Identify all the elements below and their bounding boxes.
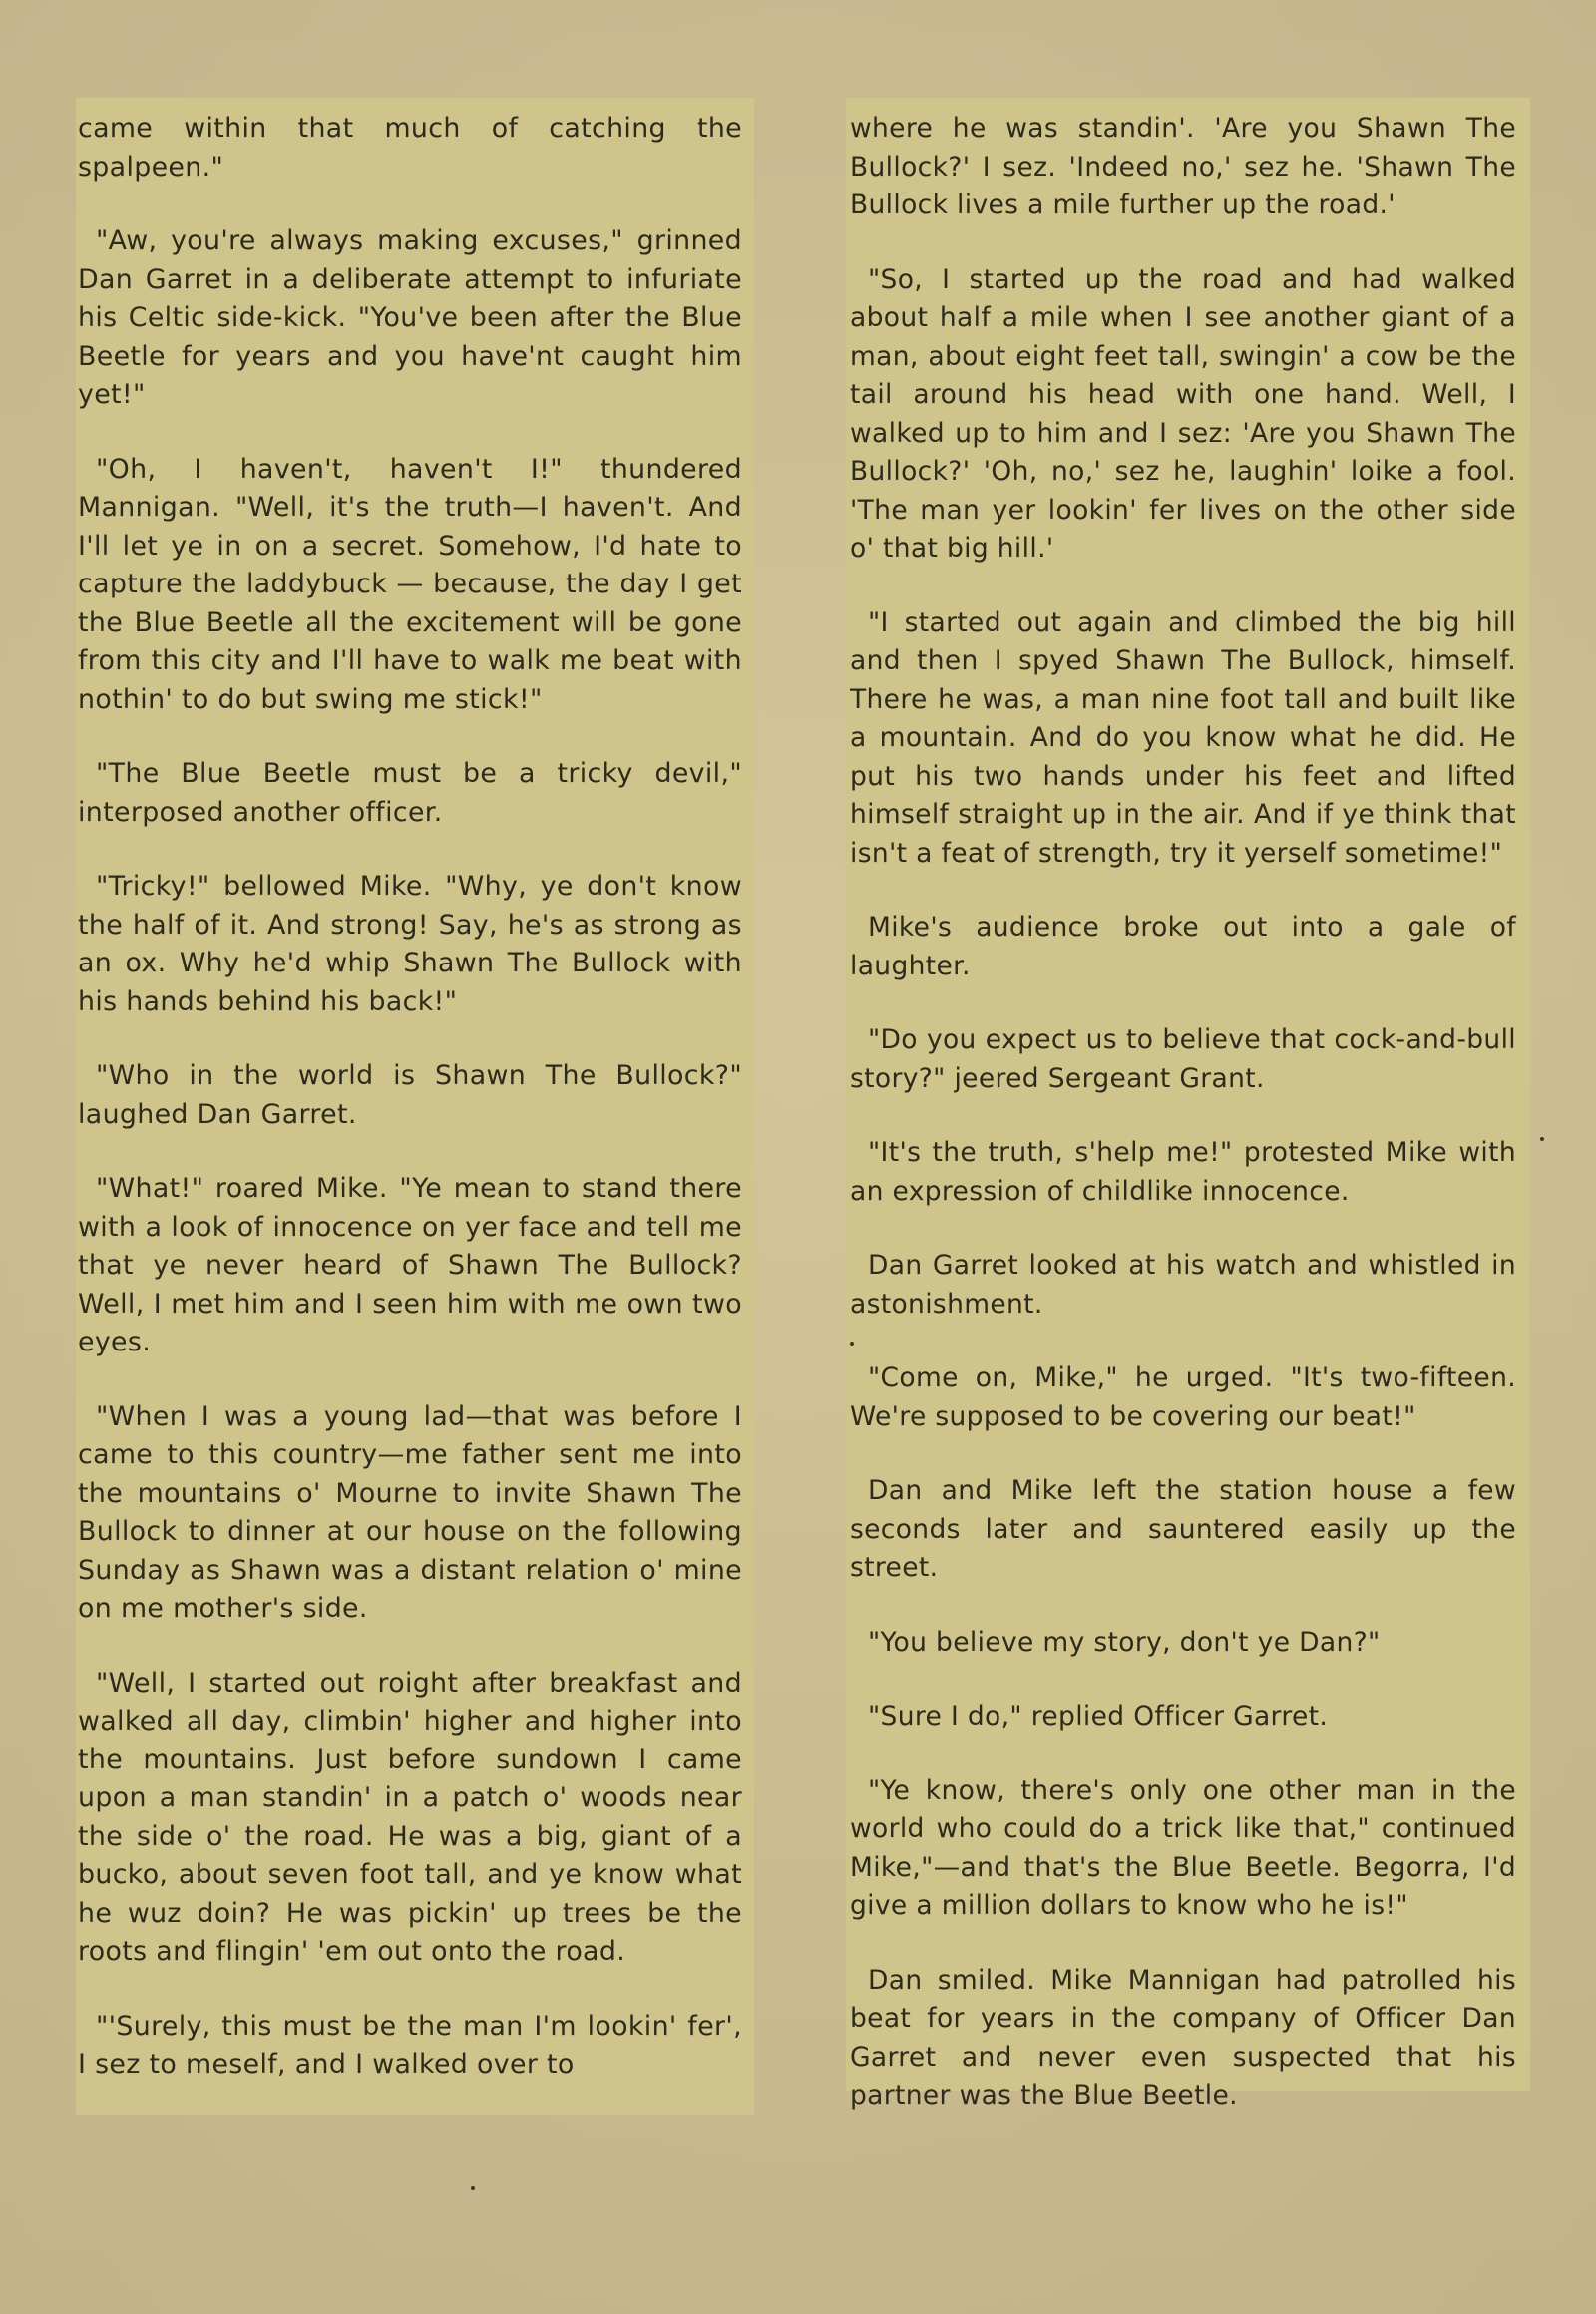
paragraph: Mike's audience broke out into a gale of laughter. [850, 912, 1516, 981]
paragraph: Dan Garret looked at his watch and whistled in astonishment. [850, 1250, 1516, 1320]
paragraph: Dan and Mike left the station house a few seconds later and sauntered easily up the street. [850, 1475, 1516, 1583]
paragraph: "When I was a young lad—that was before I came to this country—me father sent me into the mountains o' Mourne to invite Shawn The Bullock to dinner at our house on the following Sunday as Shawn was a distant relation o' mine on me mother's side. [78, 1400, 742, 1624]
paragraph: "Aw, you're always making excuses," grinned Dan Garret in a deliberate attempt to infuriate his Celtic side-kick. "You've been after the Blue Beetle for years and you have'nt caught him yet!" [78, 225, 742, 410]
paragraph: "Come on, Mike," he urged. "It's two-fifteen. We're supposed to be covering our beat!" [850, 1362, 1516, 1432]
paragraph: "It's the truth, s'help me!" protested Mike with an expression of childlike innocence. [850, 1137, 1516, 1207]
paragraph: "Ye know, there's only one other man in the world who could do a trick like that," continued Mike,"—and that's the Blue Beetle. Begorra, I'd give a million dollars to know who he is!" [850, 1774, 1516, 1921]
print-speck [850, 1342, 854, 1346]
paragraph: "Who in the world is Shawn The Bullock?" laughed Dan Garret. [78, 1060, 742, 1130]
paragraph: "So, I started up the road and had walked about half a mile when I see another giant of a man, about eight feet tall, swingin' a cow be the tail around his head with one hand. Well, I walked up to him and I sez: 'Are you Shawn The Bullock?' 'Oh, no,' sez he, laughin' loike a fool. 'The man yer lookin' fer lives on the other side o' that big hill.' [850, 263, 1516, 564]
left-text-column [76, 98, 754, 2115]
paragraph: "What!" roared Mike. "Ye mean to stand there with a look of innocence on yer face and tell me that ye never heard of Shawn The Bullock? Well, I met him and I seen him with me own two eyes. [78, 1173, 742, 1357]
paragraph: "'Surely, this must be the man I'm lookin' fer', I sez to meself, and I walked over to [78, 2010, 742, 2080]
right-text-column [846, 98, 1530, 2111]
print-speck [471, 2186, 475, 2190]
paragraph: "Well, I started out roight after breakfast and walked all day, climbin' higher and higher into the mountains. Just before sundown I came upon a man standin' in a patch o' woods near the side o' the road. He was a big, giant of a bucko, about seven foot tall, and ye know what he wuz doin? He was pickin' up trees be the roots and flingin' 'em out onto the road. [78, 1667, 742, 1967]
paragraph: "The Blue Beetle must be a tricky devil," interposed another officer. [78, 758, 742, 828]
paragraph: "Tricky!" bellowed Mike. "Why, ye don't know the half of it. And strong! Say, he's as strong as an ox. Why he'd whip Shawn The Bullock with his hands behind his back!" [78, 871, 742, 1017]
paragraph: Dan smiled. Mike Mannigan had patrolled his beat for years in the company of Officer Dan Garret and never even suspected that his partner was the Blue Beetle. [850, 1964, 1516, 2111]
paragraph: "Sure I do," replied Officer Garret. [868, 1701, 1329, 1732]
paragraph: where he was standin'. 'Are you Shawn The Bullock?' I sez. 'Indeed no,' sez he. 'Shawn The Bullock lives a mile further up the road.' [850, 113, 1516, 220]
paragraph: "I started out again and climbed the big hill and then I spyed Shawn The Bullock, himself. There he was, a man nine foot tall and built like a mountain. And do you know what he did. He put his two hands under his feet and lifted himself straight up in the air. And if ye think that isn't a feat of strength, try it yerself sometime!" [850, 606, 1516, 869]
paragraph: "Oh, I haven't, haven't I!" thundered Mannigan. "Well, it's the truth—I haven't. And I'll let ye in on a secret. Somehow, I'd hate to capture the laddybuck — because, the day I get the Blue Beetle all the excitement will be gone from this city and I'll have to walk me beat with nothin' to do but swing me stick!" [78, 453, 742, 715]
paragraph: "You believe my story, don't ye Dan?" [868, 1626, 1381, 1658]
paragraph: came within that much of catching the spalpeen." [78, 113, 742, 183]
print-speck [1540, 1137, 1544, 1141]
paragraph: "Do you expect us to believe that cock-and-bull story?" jeered Sergeant Grant. [850, 1024, 1516, 1094]
